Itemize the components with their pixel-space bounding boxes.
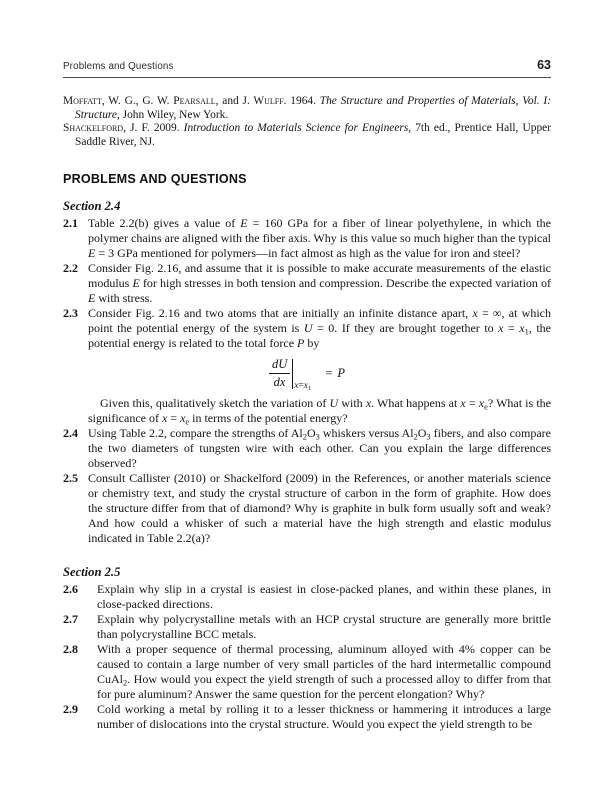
problem-number: 2.7 (63, 612, 78, 627)
equation-fraction: $\frac{dU}{dx}$ (269, 357, 290, 390)
section-title: Section 2.5 (63, 565, 121, 580)
derivative-equation (63, 357, 551, 390)
problem-2-9 (63, 702, 551, 732)
problem-text: Consider Fig. 2.16, and assume that it is possible to make accurate measurements of the elastic modulus E for high stresses in both tension and compression. Describe the expected variation of E with stress. (88, 261, 551, 306)
page-number: 63 (537, 58, 551, 72)
equation-rhs: = P (325, 366, 346, 381)
problems-and-questions-heading: PROBLEMS AND QUESTIONS (63, 172, 247, 187)
problem-2-8 (63, 642, 551, 702)
references-list (63, 95, 551, 149)
problem-text: Explain why slip in a crystal is easiest in close-packed planes, and within these planes, in close-packed directions. (97, 582, 551, 612)
problem-continuation: Given this, qualitatively sketch the variation of U with x. What happens at x = xe? What is the significance of x = xe in terms of the potential energy? (88, 396, 551, 427)
problem-text: Cold working a metal by rolling it to a lesser thickness or hammering it introduces a large number of dislocations into the crystal structure. Would you expect the yield strength to be (97, 702, 551, 732)
problem-2-3 (63, 306, 551, 426)
problem-text: Consider Fig. 2.16 and two atoms that are initially an infinite distance apart, x = ∞, at which point the potential energy of the system is U = 0. If they are brought together to x = x1, the potential energy is related to the total force P by (88, 306, 551, 351)
reference-item: Shackelford, J. F. 2009. Introduction to Materials Science for Engineers, 7th ed., Prentice Hall, Upper Saddle River, NJ. (63, 122, 551, 148)
problem-number: 2.2 (63, 261, 78, 276)
section-2-4 (63, 199, 551, 546)
problem-number: 2.9 (63, 702, 78, 717)
problem-2-6 (63, 582, 551, 612)
problem-text: With a proper sequence of thermal processing, aluminum alloyed with 4% copper can be caused to contain a large number of very small particles of the hard intermetallic compound CuAl2. How would you expect the yield strength of such a processed alloy to differ from that for pure aluminum? Answer the same question for the percent elongation? Why? (97, 642, 551, 702)
problem-text: Using Table 2.2, compare the strengths of Al2O3 whiskers versus Al2O3 fibers, and also compare the two diameters of tungsten wire with each other. Can you explain the large differences observed? (88, 426, 551, 471)
problem-2-4 (63, 426, 551, 471)
evaluation-subscript: x=x1 (294, 380, 312, 392)
reference-item: Moffatt, W. G., G. W. Pearsall, and J. Wulff. 1964. The Structure and Properties of Materials, Vol. I: Structure, John Wiley, New York. (63, 95, 551, 121)
problem-2-1 (63, 216, 551, 261)
problem-number: 2.5 (63, 471, 78, 486)
problem-text: Table 2.2(b) gives a value of E = 160 GPa for a fiber of linear polyethylene, in which the polymer chains are aligned with the fiber axis. Why is this value so much higher than the typical E = 3 GPa mentioned for polymers—in fact almost as high as the value for iron and steel? (88, 216, 551, 261)
problem-text: Explain why polycrystalline metals with an HCP crystal structure are generally more brittle than polycrystalline BCC metals. (97, 612, 551, 642)
section-title: Section 2.4 (63, 199, 121, 214)
running-head-title: Problems and Questions (63, 61, 174, 72)
running-header (63, 58, 551, 78)
problem-number: 2.3 (63, 306, 78, 321)
problem-number: 2.1 (63, 216, 78, 231)
problem-number: 2.8 (63, 642, 78, 657)
problem-number: 2.4 (63, 426, 78, 441)
problem-2-5 (63, 471, 551, 546)
problem-text: Consult Callister (2010) or Shackelford (2009) in the References, or another materials science or chemistry text, and study the crystal structure of carbon in the form of graphite. How does the structure differ from that of diamond? Why is graphite in bulk form usually soft and weak? And how could a whisker of such a material have the high strength and elastic modulus indicated in Table 2.2(a)? (88, 471, 551, 546)
problem-number: 2.6 (63, 582, 78, 597)
problem-2-7 (63, 612, 551, 642)
problem-2-2 (63, 261, 551, 306)
section-2-5 (63, 565, 551, 732)
